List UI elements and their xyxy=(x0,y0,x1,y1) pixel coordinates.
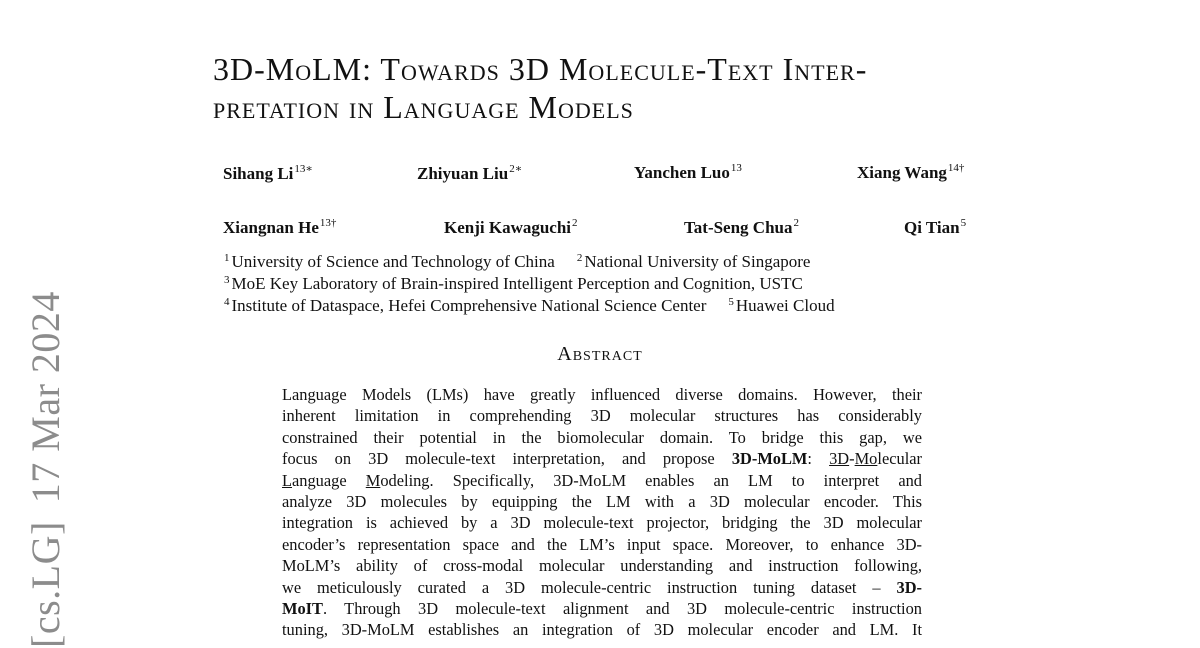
abstract-line: Language Modeling. Specifically, 3D-MoLM enables an LM to interpret and xyxy=(282,470,922,490)
dataset-name: MoIT xyxy=(282,598,323,618)
author-marks: 13† xyxy=(319,217,337,229)
affiliation-line-3: $^4$ Institute of Dataspace, Hefei Comprehensive National Science Center $^5$ Huawei Cloud xyxy=(224,296,835,315)
abstract-line: integration is achieved by a 3D molecule-text projector, bridging the 3D molecular xyxy=(282,513,922,533)
author-marks: 13 xyxy=(730,162,742,174)
abstract-line: MoIT. Through 3D molecule-text alignment and 3D molecule-centric instruction xyxy=(282,598,922,618)
author-5: Xiangnan $He^{13\dagger}$ xyxy=(223,217,337,237)
arxiv-date: 17 Mar 2024 xyxy=(23,291,68,504)
affiliation-line-1: $^1$ University of Science and Technology of China $^2$ National University of Singapore xyxy=(224,252,811,271)
author-7: Tat-Seng Chua$^2$ xyxy=(684,217,799,237)
dataset-name: 3D- xyxy=(896,577,922,597)
affiliation-moe-lab: MoE Key Laboratory of Brain-inspired Intelligent Perception and Cognition, USTC xyxy=(231,274,803,293)
affiliation-line-2: $^3$ MoE Key Laboratory of Brain-inspired Intelligent Perception and Cognition, USTC xyxy=(224,274,803,293)
affiliation-nus: National University of Singapore xyxy=(584,252,811,271)
affiliation-huawei: Huawei Cloud xyxy=(735,296,835,315)
abstract-line: inherent limitation in comprehending 3D molecular structures has considerably xyxy=(282,406,922,426)
abstract-line: encoder’s representation space and the LM’s input space. Moreover, to enhance 3D- xyxy=(282,534,922,554)
author-marks: 14† xyxy=(947,162,965,174)
affiliation-dataspace: Institute of Dataspace, Hefei Comprehensive National Science Center xyxy=(231,296,707,315)
arxiv-category: [cs.LG] xyxy=(23,521,68,648)
abstract-line: tuning, 3D-MoLM establishes an integration of 3D molecular encoder and LM. It xyxy=(282,620,922,640)
abstract-heading: Abstract xyxy=(557,343,643,365)
model-name: 3D-MoLM xyxy=(731,449,808,469)
title-line-1: 3D-MoLM: Towards 3D Molecule-Text Inter- xyxy=(213,51,868,87)
author-marks: 2 xyxy=(793,217,799,229)
abstract-line: Language Models (LMs) have greatly influenced diverse domains. However, their xyxy=(282,385,922,404)
abstract-line: MoLM’s ability of cross-modal molecular understanding and instruction following, xyxy=(282,556,922,576)
arxiv-side-stamp xyxy=(22,288,69,648)
abstract-line: analyze 3D molecules by equipping the LM with a 3D molecular encoder. This xyxy=(282,491,922,511)
author-marks: 2∗ xyxy=(509,163,523,175)
author-3: Yanchen Luo$^{13}$ xyxy=(634,162,742,182)
affiliation-ustc: University of Science and Technology of China xyxy=(231,252,555,271)
author-marks: 13∗ xyxy=(294,163,313,175)
author-marks: 5 xyxy=(960,217,967,229)
abstract-body xyxy=(282,384,922,641)
abstract-line: focus on 3D molecule-text interpretation, and propose 3D-MoLM: 3D-Molecular xyxy=(282,449,922,469)
abstract-line: we meticulously curated a 3D molecule-centric instruction tuning dataset – 3D- xyxy=(282,577,922,597)
author-marks: 2 xyxy=(572,217,578,229)
author-1: Sihang $Li^{13∗}$ xyxy=(223,163,313,183)
author-6: Kenji Kawaguchi$^2$ xyxy=(444,217,578,237)
author-2: Zhiyuan Liu$^{2∗}$ xyxy=(417,163,523,183)
author-block xyxy=(0,0,1200,260)
title-line-2: pretation in Language Models xyxy=(213,89,634,125)
author-8: Qi Tian$^5$ xyxy=(904,217,967,237)
author-4: Xiang Wang$^{14\dagger}$ xyxy=(857,162,965,182)
abstract-line: constrained their potential in the biomolecular domain. To bridge this gap, we xyxy=(282,427,922,447)
